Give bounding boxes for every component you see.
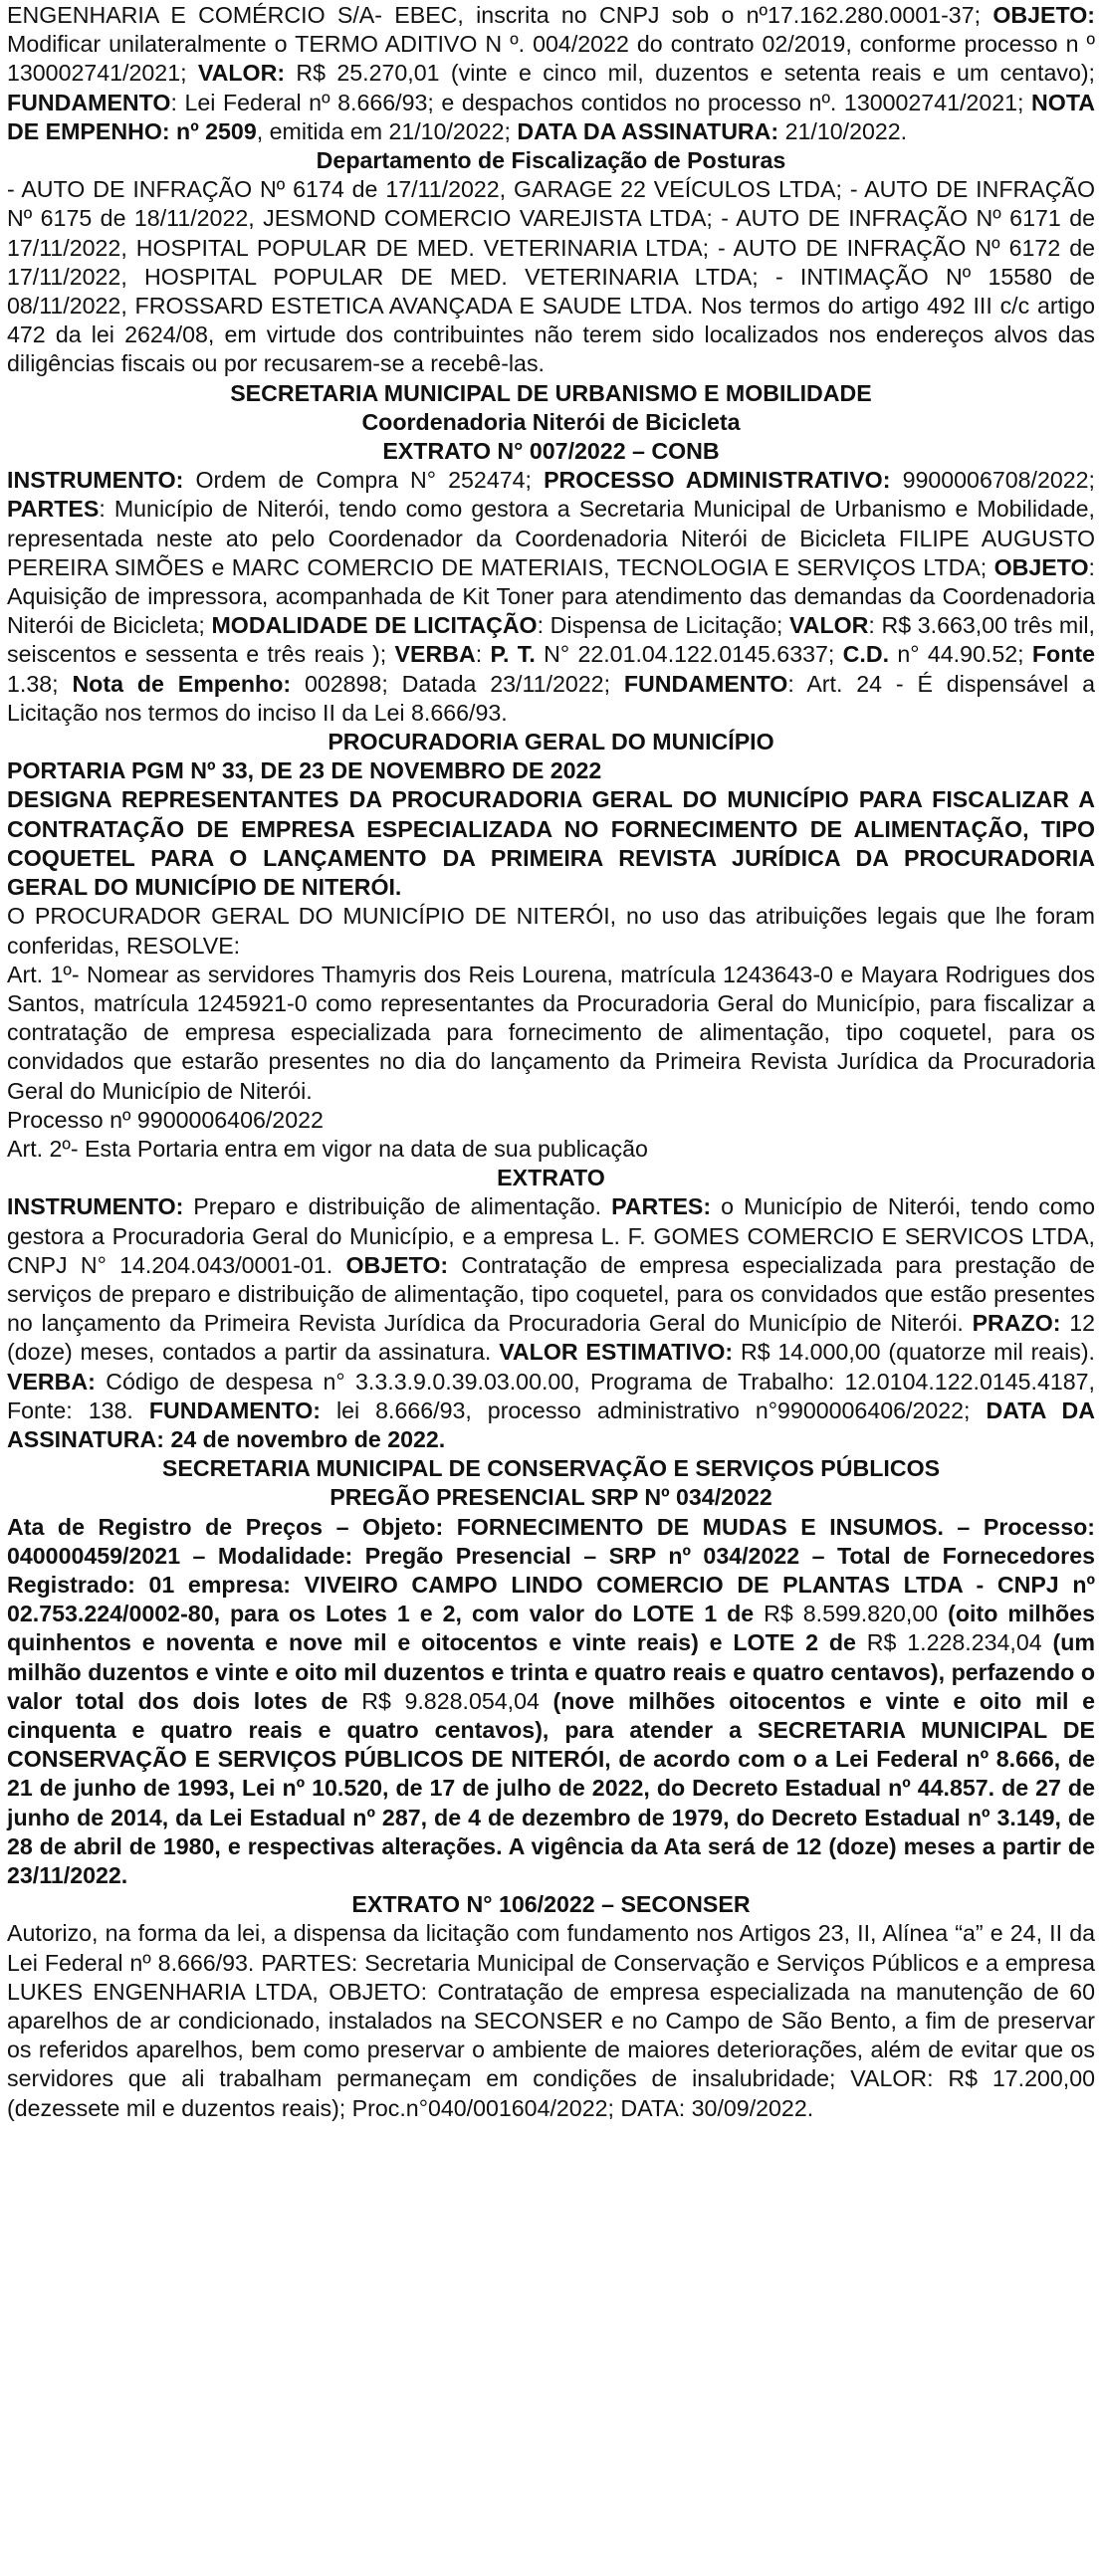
text-run: VERBA bbox=[394, 641, 476, 668]
text-run: PARTES: bbox=[611, 1193, 712, 1220]
text-run: Contratação de empresa especializada para prestação de serviços de preparo e distribuição de alimentação, tipo coquetel, para os convidados que estão presentes no lançamento da Primeira Revista Jurídica da Procuradoria Geral do Município de Niterói. bbox=[7, 1251, 1095, 1337]
text-run: R$ 25.270,01 (vinte e cinco mil, duzentos e setenta reais e um centavo); bbox=[285, 60, 1095, 87]
text-run: Nota de Empenho: bbox=[72, 670, 292, 697]
text-run: PORTARIA PGM Nº 33, DE 23 DE NOVEMBRO DE 2022 bbox=[7, 757, 602, 784]
portaria-preambulo bbox=[7, 902, 1095, 960]
text-run: OBJETO: bbox=[992, 2, 1095, 28]
text-run: : Município de Niterói, tendo como gestora a Secretaria Municipal de Urbanismo e Mobilidade, representada neste ato pelo Coordenador da Coordenadoria Niterói de Bicicleta FILIPE AUGUSTO PEREIRA SIMÕES e MARC COMERCIO DE MATERIAIS, TECNOLOGIA E SERVIÇOS LTDA; bbox=[7, 496, 1095, 580]
heading-secretaria-urbanismo bbox=[7, 379, 1095, 408]
portaria-ementa bbox=[7, 785, 1095, 902]
text-run: PREGÃO PRESENCIAL SRP Nº 034/2022 bbox=[330, 1484, 772, 1511]
text-run: PROCESSO ADMINISTRATIVO: bbox=[544, 467, 891, 494]
text-run: OBJETO bbox=[993, 553, 1089, 580]
heading-extrato bbox=[7, 1164, 1095, 1192]
text-run: Coordenadoria Niterói de Bicicleta bbox=[361, 408, 741, 435]
ebec-termo-aditivo bbox=[7, 1, 1095, 146]
text-run: : Aquisição de impressora, acompanhada de Kit Toner para atendimento das demandas da Coordenadoria Niterói de Bicicleta; bbox=[7, 553, 1095, 639]
text-run: VALOR bbox=[788, 612, 869, 639]
heading-secretaria-conservacao bbox=[7, 1454, 1095, 1483]
text-run: PRAZO: bbox=[972, 1310, 1061, 1337]
heading-pregao-034 bbox=[7, 1483, 1095, 1512]
text-run: Departamento de Fiscalização de Posturas bbox=[316, 147, 786, 174]
text-run: EXTRATO N° 007/2022 – CONB bbox=[382, 438, 720, 465]
portaria-art-2 bbox=[7, 1135, 1095, 1164]
text-run: (oito milhões quinhentos e noventa e nove mil e oitocentos e vinte reais) e LOTE 2 de bbox=[7, 1601, 1095, 1656]
text-run: (um milhão duzentos e vinte e oito mil duzentos e trinta e quatro reais e quatro centavos), perfazendo o valor total dos dois lotes de bbox=[7, 1629, 1095, 1714]
extrato-106-body bbox=[7, 1919, 1095, 2122]
heading-procuradoria bbox=[7, 728, 1095, 756]
text-run: N° 22.01.04.122.0145.6337; bbox=[535, 641, 843, 668]
text-run: Art. 2º- Esta Portaria entra em vigor na data de sua publicação bbox=[7, 1135, 648, 1162]
heading-coordenadoria-bicicleta bbox=[7, 408, 1095, 437]
text-run: n° 44.90.52; bbox=[889, 641, 1032, 668]
text-run: R$ 8.599.820,00 bbox=[764, 1601, 939, 1627]
text-run: R$ 1.228.234,04 bbox=[866, 1629, 1042, 1656]
text-run: Ordem de Compra N° 252474; bbox=[183, 467, 545, 494]
text-run: R$ 9.828.054,04 bbox=[361, 1687, 540, 1714]
text-run: 1.38; bbox=[7, 670, 73, 697]
text-run: : Art. 24 - É dispensável a Licitação nos termos do inciso II da Lei 8.666/93. bbox=[7, 670, 1096, 726]
text-run: SECRETARIA MUNICIPAL DE URBANISMO E MOBILIDADE bbox=[230, 379, 872, 406]
text-run: Preparo e distribuição de alimentação. bbox=[183, 1193, 612, 1220]
text-run: : R$ 3.663,00 três mil, seiscentos e sessenta e três reais ); bbox=[7, 612, 1095, 668]
text-run: PARTES bbox=[7, 496, 100, 523]
text-run: DATA DA ASSINATURA: 24 de novembro de 2022. bbox=[7, 1396, 1096, 1452]
heading-extrato-007 bbox=[7, 437, 1095, 466]
text-run: EXTRATO N° 106/2022 – SECONSER bbox=[351, 1891, 751, 1918]
text-run: (nove milhões oitocentos e vinte e oito mil e cinquenta e quatro reais e quatro centavos), para atender a SECRETARIA MUNICIPAL DE CONSERVAÇÃO E SERVIÇOS PÚBLICOS DE NITERÓI, de acordo com o a Lei Federal nº 8.666, de 21 de junho de 1993, Lei nº 10.520, de 17 de julho de 2022, do Decreto Estadual nº 44.857. de 27 de junho de 2014, da Lei Estadual nº 287, de 4 de dezembro de 1979, do Decreto Estadual nº 3.149, de 28 de abril de 1980, e respectivas alterações. A vigência da Ata será de 12 (doze) meses a partir de 23/11/2022. bbox=[7, 1687, 1095, 1888]
text-run: o Município de Niterói, tendo como gestora a Procuradoria Geral do Município, e a empresa L. F. GOMES COMERCIO E SERVICOS LTDA, CNPJ N° 14.204.043/0001-01. bbox=[7, 1193, 1095, 1278]
text-run: NOTA DE EMPENHO: nº 2509 bbox=[7, 89, 1095, 144]
text-run: SECRETARIA MUNICIPAL DE CONSERVAÇÃO E SERVIÇOS PÚBLICOS bbox=[161, 1455, 941, 1482]
text-run: P. T. bbox=[490, 641, 536, 668]
text-run: FUNDAMENTO: bbox=[148, 1396, 321, 1423]
text-run: Processo nº 9900006406/2022 bbox=[7, 1106, 324, 1133]
ata-registro-precos bbox=[7, 1513, 1095, 1891]
text-run: DATA DA ASSINATURA: bbox=[517, 117, 779, 144]
heading-fiscalizacao-posturas bbox=[7, 146, 1095, 175]
text-run: R$ 14.000,00 (quatorze mil reais). bbox=[733, 1339, 1095, 1366]
text-run: VERBA: bbox=[7, 1368, 96, 1395]
text-run: PROCURADORIA GERAL DO MUNICÍPIO bbox=[328, 729, 774, 755]
text-run: : Dispensa de Licitação; bbox=[537, 612, 789, 639]
text-run: O PROCURADOR GERAL DO MUNICÍPIO DE NITERÓI, no uso das atribuições legais que lhe foram conferidas, RESOLVE: bbox=[7, 903, 1095, 959]
text-run: lei 8.666/93, processo administrativo n°9900006406/2022; bbox=[321, 1396, 987, 1423]
text-run: , emitida em 21/10/2022; bbox=[256, 117, 518, 144]
text-run: Art. 1º- Nomear as servidores Thamyris dos Reis Lourena, matrícula 1243643-0 e Mayara Rodrigues dos Santos, matrícula 1245921-0 como representantes da Procuradoria Geral do Município, para fiscalizar a contratação de empresa especializada para fornecimento de alimentação, tipo coquetel, para os convidados que estarão presentes no dia do lançamento da Primeira Revista Jurídica da Procuradoria Geral do Município de Niterói. bbox=[7, 961, 1095, 1104]
text-run: : Lei Federal nº 8.666/93; e despachos contidos no processo nº. 130002741/2021; bbox=[170, 89, 1032, 115]
text-run: EXTRATO bbox=[497, 1165, 605, 1191]
text-run: 002898; Datada 23/11/2022; bbox=[291, 670, 624, 697]
text-run: VALOR: bbox=[197, 60, 286, 87]
heading-extrato-106 bbox=[7, 1890, 1095, 1919]
text-run: : bbox=[475, 641, 491, 668]
text-run: Código de despesa n° 3.3.3.9.0.39.03.00.00, Programa de Trabalho: 12.0104.122.0145.4187, Fonte: 138. bbox=[7, 1368, 1095, 1423]
text-run: VALOR ESTIMATIVO: bbox=[499, 1339, 734, 1366]
text-run: 9900006708/2022; bbox=[890, 467, 1095, 494]
text-run: FUNDAMENTO bbox=[7, 89, 171, 115]
text-run: FUNDAMENTO bbox=[623, 670, 788, 697]
text-run: Autorizo, na forma da lei, a dispensa da licitação com fundamento nos Artigos 23, II, Alínea “a” e 24, II da Lei Federal nº 8.666/93. PARTES: Secretaria Municipal de Conservação e Serviços Públicos e a empresa LUKES ENGENHARIA LTDA, OBJETO: Contratação de empresa especializada na manutenção de 60 aparelhos de ar condicionado, instalados na SECONSER e no Campo de São Bento, a fim de preservar os referidos aparelhos, bem como preservar o ambiente de maiores deteriorações, além de evitar que os servidores que ali trabalham permaneçam em condições de insalubridade; VALOR: R$ 17.200,00 (dezessete mil e duzentos reais); Proc.n°040/001604/2022; DATA: 30/09/2022. bbox=[7, 1920, 1095, 2121]
text-run: ENGENHARIA E COMÉRCIO S/A- EBEC, inscrita no CNPJ sob o nº17.162.280.0001-37; bbox=[7, 2, 993, 28]
text-run: INSTRUMENTO: bbox=[7, 467, 184, 494]
extrato-pgm-body bbox=[7, 1192, 1095, 1454]
text-run: OBJETO: bbox=[345, 1251, 449, 1278]
portaria-processo bbox=[7, 1106, 1095, 1135]
autos-de-infracao bbox=[7, 175, 1095, 378]
text-run: Fonte bbox=[1031, 641, 1095, 668]
text-run: INSTRUMENTO: bbox=[7, 1193, 184, 1220]
heading-portaria-pgm-33 bbox=[7, 756, 1095, 785]
text-run: Ata de Registro de Preços – Objeto: FORNECIMENTO DE MUDAS E INSUMOS. – Processo: 040000459/2021 – Modalidade: Pregão Presencial – SRP nº 034/2022 – Total de Fornecedores Registrado: 01 empresa: VIVEIRO CAMPO LINDO COMERCIO DE PLANTAS LTDA - CNPJ nº 02.753.224/0002-80, para os Lotes 1 e 2, com valor do LOTE 1 de bbox=[7, 1513, 1095, 1627]
text-run: DESIGNA REPRESENTANTES DA PROCURADORIA GERAL DO MUNICÍPIO PARA FISCALIZAR A CONTRATAÇÃO DE EMPRESA ESPECIALIZADA NO FORNECIMENTO DE ALIMENTAÇÃO, TIPO COQUETEL PARA O LANÇAMENTO DA PRIMEIRA REVISTA JURÍDICA DA PROCURADORIA GERAL DO MUNICÍPIO DE NITERÓI. bbox=[7, 786, 1095, 901]
text-run: Modificar unilateralmente o TERMO ADITIVO N º. 004/2022 do contrato 02/2019, conforme processo n º 130002741/2021; bbox=[7, 31, 1095, 87]
portaria-art-1 bbox=[7, 961, 1095, 1106]
text-run: 21/10/2022. bbox=[778, 117, 908, 144]
extrato-007-body bbox=[7, 466, 1095, 728]
text-run: 12 (doze) meses, contados a partir da assinatura. bbox=[7, 1310, 1096, 1366]
text-run: MODALIDADE DE LICITAÇÃO bbox=[211, 612, 538, 639]
text-run: - AUTO DE INFRAÇÃO Nº 6174 de 17/11/2022, GARAGE 22 VEÍCULOS LTDA; - AUTO DE INFRAÇÃO Nº 6175 de 18/11/2022, JESMOND COMERCIO VAREJISTA LTDA; - AUTO DE INFRAÇÃO Nº 6171 de 17/11/2022, HOSPITAL POPULAR DE MED. VETERINARIA LTDA; - AUTO DE INFRAÇÃO Nº 6172 de 17/11/2022, HOSPITAL POPULAR DE MED. VETERINARIA LTDA; - INTIMAÇÃO Nº 15580 de 08/11/2022, FROSSARD ESTETICA AVANÇADA E SAUDE LTDA. Nos termos do artigo 492 III c/c artigo 472 da lei 2624/08, em virtude dos contribuintes não terem sido localizados nos endereços alvos das diligências fiscais ou por recusarem-se a recebê-las. bbox=[7, 176, 1095, 377]
text-run: C.D. bbox=[842, 641, 890, 668]
